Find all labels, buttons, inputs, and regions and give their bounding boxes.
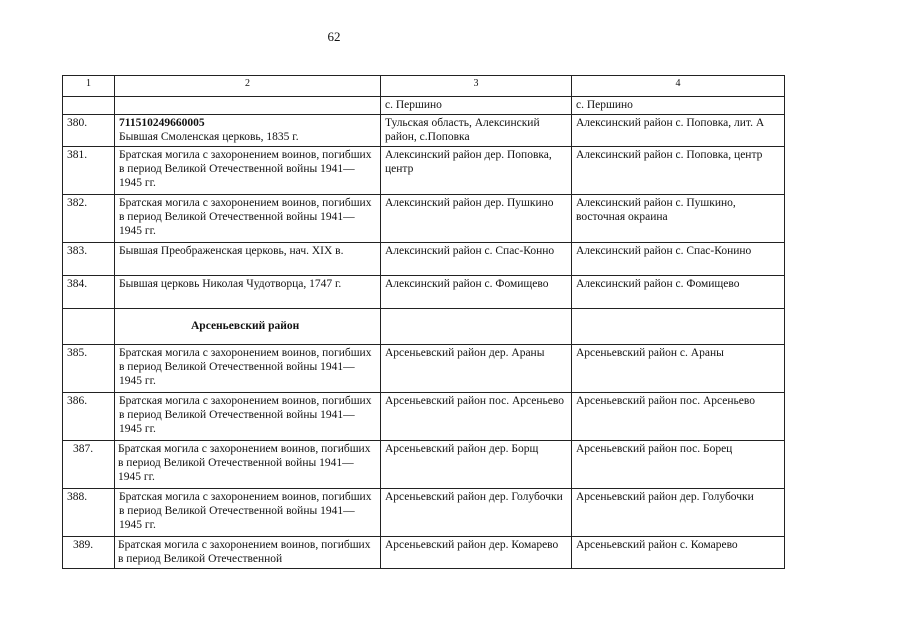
object-name: Братская могила с захоронением воинов, погибших в период Великой Отечественной войны 1941—1945 гг.: [119, 197, 372, 237]
object-name: Братская могила с захоронением воинов, погибших в период Великой Отечественной войны 1941—1945 гг.: [119, 491, 372, 531]
address-cell: Арсеньевский район с. Араны: [572, 345, 785, 393]
location-cell: Алексинский район дер. Поповка, центр: [381, 147, 572, 195]
registry-code: 711510249660005: [119, 117, 205, 129]
object-name: Бывшая Смоленская церковь, 1835 г.: [119, 131, 299, 143]
object-name: Братская могила с захоронением воинов, погибших в период Великой Отечественной войны 1941—1945 гг.: [118, 443, 371, 483]
location-cell: Арсеньевский район дер. Борщ: [381, 441, 572, 489]
address-cell: Арсеньевский район дер. Голубочки: [572, 489, 785, 537]
table-row: [63, 97, 785, 115]
row-number: 384.: [63, 276, 115, 309]
row-number: 385.: [63, 345, 115, 393]
table-row: [63, 345, 785, 393]
object-name-cell: [115, 97, 381, 115]
object-name-cell: [115, 243, 381, 276]
section-empty-cell: [381, 309, 572, 345]
location-cell: с. Першино: [381, 97, 572, 115]
object-name: Братская могила с захоронением воинов, погибших в период Великой Отечественной: [118, 539, 371, 565]
object-name-cell: [115, 441, 381, 489]
column-header-4: 4: [572, 76, 785, 97]
address-cell: Алексинский район с. Поповка, лит. А: [572, 115, 785, 147]
object-name-cell: [115, 537, 381, 569]
object-name-cell: [115, 345, 381, 393]
table-row: [63, 537, 785, 569]
object-name-cell: [115, 195, 381, 243]
object-name-cell: [115, 276, 381, 309]
location-cell: Арсеньевский район пос. Арсеньево: [381, 393, 572, 441]
address-cell: Алексинский район с. Спас-Конино: [572, 243, 785, 276]
section-empty-cell: [572, 309, 785, 345]
location-cell: Арсеньевский район дер. Комарево: [381, 537, 572, 569]
section-title: Арсеньевский район: [191, 320, 300, 332]
row-number: 380.: [63, 115, 115, 147]
column-header-3: 3: [381, 76, 572, 97]
table-body: [63, 76, 785, 569]
location-cell: Алексинский район с. Фомищево: [381, 276, 572, 309]
object-name: Братская могила с захоронением воинов, погибших в период Великой Отечественной войны 1941—1945 гг.: [119, 395, 372, 435]
column-header-row: [63, 76, 785, 97]
section-title-cell: [115, 309, 381, 345]
address-cell: Алексинский район с. Поповка, центр: [572, 147, 785, 195]
location-cell: Арсеньевский район дер. Голубочки: [381, 489, 572, 537]
object-name-cell: [115, 489, 381, 537]
object-name: Бывшая церковь Николая Чудотворца, 1747 г.: [119, 278, 342, 290]
table-row: [63, 147, 785, 195]
address-cell: Арсеньевский район пос. Борец: [572, 441, 785, 489]
row-number: 389.: [63, 537, 115, 569]
table-row: [63, 276, 785, 309]
section-num-cell: [63, 309, 115, 345]
column-header-1: 1: [63, 76, 115, 97]
table-row: [63, 489, 785, 537]
row-number: 387.: [63, 441, 115, 489]
table-row: [63, 441, 785, 489]
table-row: [63, 393, 785, 441]
object-name: Братская могила с захоронением воинов, погибших в период Великой Отечественной войны 1941—1945 гг.: [119, 347, 372, 387]
address-cell: Алексинский район с. Пушкино, восточная окраина: [572, 195, 785, 243]
heritage-registry-table: [62, 75, 785, 569]
row-number: [63, 97, 115, 115]
page-number: 62: [327, 29, 341, 44]
location-cell: Алексинский район с. Спас-Конно: [381, 243, 572, 276]
address-cell: Арсеньевский район пос. Арсеньево: [572, 393, 785, 441]
object-name-cell: [115, 115, 381, 147]
location-cell: Тульская область, Алексинский район, с.Поповка: [381, 115, 572, 147]
table-row: [63, 195, 785, 243]
row-number: 386.: [63, 393, 115, 441]
address-cell: с. Першино: [572, 97, 785, 115]
column-header-2: 2: [115, 76, 381, 97]
location-cell: Арсеньевский район дер. Араны: [381, 345, 572, 393]
object-name: Бывшая Преображенская церковь, нач. XIX в.: [119, 245, 344, 257]
address-cell: Арсеньевский район с. Комарево: [572, 537, 785, 569]
object-name: Братская могила с захоронением воинов, погибших в период Великой Отечественной войны 1941—1945 гг.: [119, 149, 372, 189]
object-name-cell: [115, 393, 381, 441]
row-number: 382.: [63, 195, 115, 243]
table-row: [63, 115, 785, 147]
object-name-cell: [115, 147, 381, 195]
address-cell: Алексинский район с. Фомищево: [572, 276, 785, 309]
row-number: 383.: [63, 243, 115, 276]
row-number: 388.: [63, 489, 115, 537]
section-row: [63, 309, 785, 345]
row-number: 381.: [63, 147, 115, 195]
location-cell: Алексинский район дер. Пушкино: [381, 195, 572, 243]
table-row: [63, 243, 785, 276]
